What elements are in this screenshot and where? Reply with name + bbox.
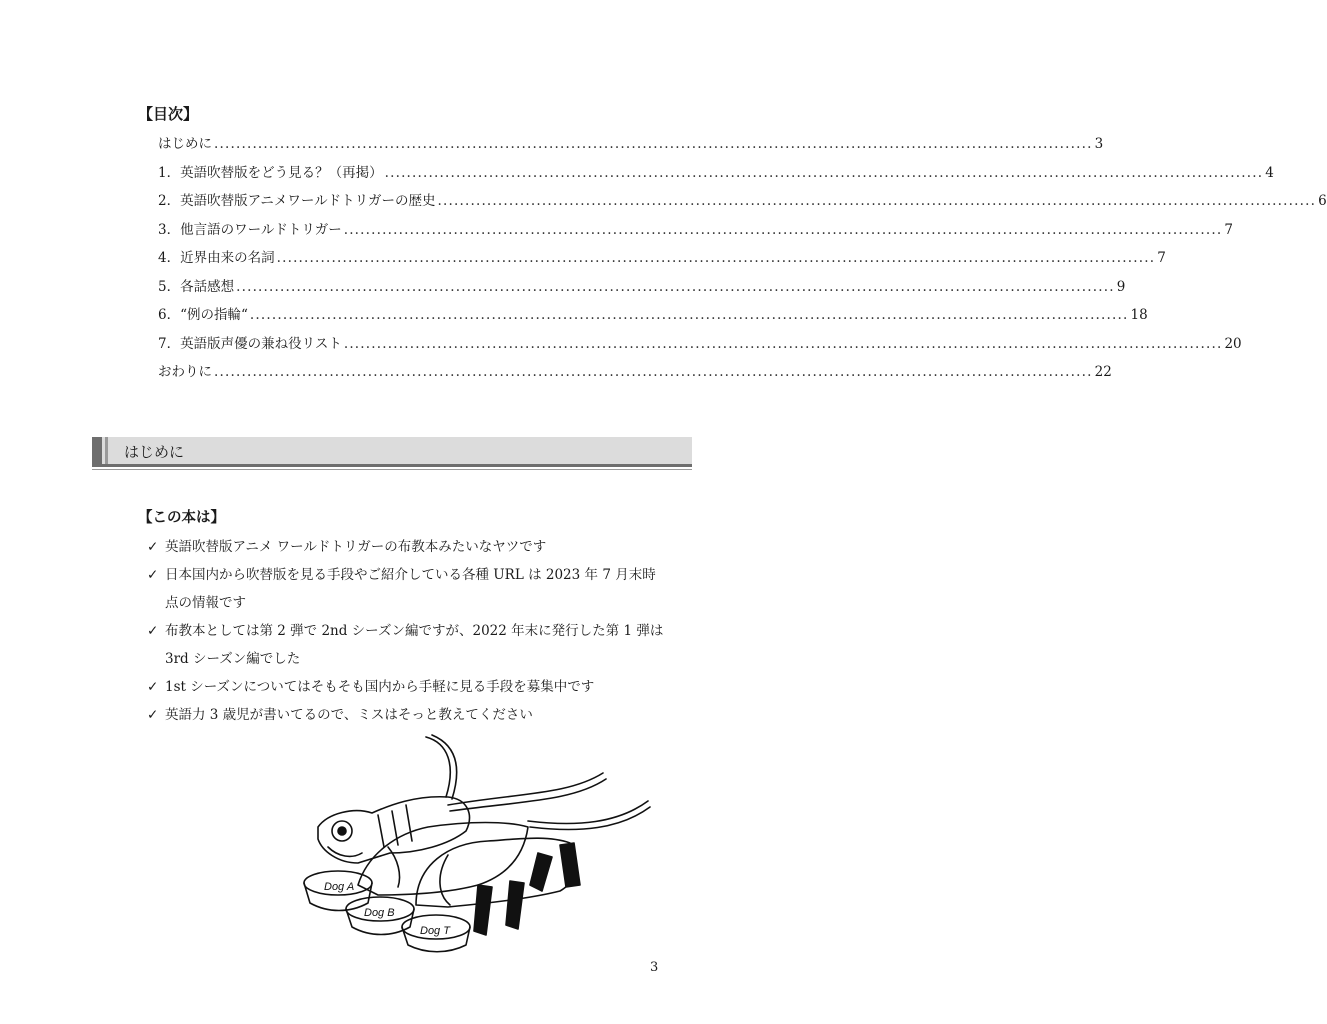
toc-leader-dots: ................................................................................................................................................................: [343, 221, 1223, 238]
toc-leader-dots: ................................................................................................................................................................: [437, 193, 1317, 209]
section-underline: [92, 469, 692, 470]
toc-entry-page: 22: [1094, 364, 1112, 380]
leg-1: [474, 885, 492, 935]
toc-entry[interactable]: [158, 134, 1104, 163]
page-number: 3: [650, 960, 659, 975]
leg-2: [506, 881, 524, 929]
tail-1: [426, 737, 450, 797]
toc-entry-number: 2．: [158, 193, 181, 209]
bowl-b-label: Dog B: [364, 907, 395, 919]
toc-entry[interactable]: [158, 277, 1126, 306]
section-accent-bar: [92, 437, 102, 464]
bowl-a-label: Dog A: [324, 881, 355, 893]
toc-entry[interactable]: [158, 163, 1274, 192]
toc-entry-number: 5．: [158, 278, 181, 295]
about-bullet-text: 1st シーズンについてはそもそも国内から手軽に見る手段を募集中です: [165, 679, 595, 695]
toc-leader-dots: ................................................................................................................................................................: [214, 364, 1093, 380]
toc-entry-page: 7: [1224, 221, 1233, 238]
toc-entry-label: 他言語のワールドトリガー: [180, 221, 342, 238]
tail-2: [448, 773, 603, 805]
toc-entry-label: 近界由来の名詞: [180, 250, 275, 266]
leg-3: [530, 853, 552, 891]
about-bullet-text: 布教本としては第 2 弾で 2nd シーズン編ですが、2022 年末に発行した第 1 弾は 3rd シーズン編でした: [165, 623, 664, 667]
table-of-contents: [158, 134, 1327, 391]
toc-entry-page: 9: [1116, 278, 1126, 295]
dog-b-body: [358, 823, 528, 896]
dogs-eating-illustration: [298, 735, 658, 955]
dog-t-body: [416, 838, 576, 907]
toc-entry[interactable]: [158, 334, 1242, 363]
bowl-t-label: Dog T: [420, 925, 450, 937]
toc-entry[interactable]: [158, 305, 1148, 334]
about-list: [145, 533, 665, 729]
toc-entry-number: 6．: [158, 307, 181, 323]
toc-entry-number: 7．: [158, 335, 181, 352]
about-bullet: [145, 673, 665, 701]
about-bullet-text: 英語吹替版アニメ ワールドトリガーの布教本みたいなヤツです: [165, 539, 547, 555]
toc-entry-label: おわりに: [158, 364, 212, 380]
about-bullet-text: 英語力 3 歳児が書いてるので、ミスはそっと教えてください: [165, 707, 533, 723]
about-bullet: [145, 617, 665, 673]
toc-entry-label: 英語吹替版をどう見る？（再掲）: [180, 164, 383, 181]
toc-leader-dots: ................................................................................................................................................................: [343, 335, 1223, 352]
toc-entry-label: 英語版声優の兼ね役リスト: [180, 335, 342, 352]
leg-4: [560, 843, 580, 887]
check-icon: ✓: [147, 623, 159, 639]
check-icon: ✓: [147, 567, 159, 583]
toc-leader-dots: ................................................................................................................................................................: [384, 164, 1264, 181]
about-bullet: [145, 701, 665, 729]
toc-entry[interactable]: [158, 191, 1327, 220]
toc-entry-page: 4: [1265, 164, 1274, 181]
toc-entry-page: 6: [1318, 193, 1327, 209]
about-bullet: [145, 533, 665, 561]
toc-entry-label: “例の指輪“: [180, 307, 248, 323]
toc-entry-page: 3: [1094, 136, 1104, 152]
toc-entry-number: 3．: [158, 221, 181, 238]
toc-entry-page: 7: [1157, 250, 1166, 266]
check-icon: ✓: [147, 707, 159, 723]
toc-entry-page: 20: [1224, 335, 1242, 352]
about-bullet: [145, 561, 665, 617]
toc-entry[interactable]: [158, 362, 1112, 391]
about-heading: 【この本は】: [138, 510, 225, 526]
tail-1-edge: [432, 735, 457, 799]
toc-entry[interactable]: [158, 220, 1233, 249]
toc-leader-dots: ................................................................................................................................................................: [276, 250, 1156, 266]
toc-entry-page: 18: [1130, 307, 1148, 323]
about-bullet-text: 日本国内から吹替版を見る手段やご紹介している各種 URL は 2023 年 7 月末時点の情報です: [165, 567, 656, 611]
tail-3: [528, 801, 648, 824]
section-header: [92, 437, 692, 467]
toc-leader-dots: ................................................................................................................................................................: [236, 278, 1115, 295]
toc-entry[interactable]: [158, 248, 1166, 277]
toc-entry-label: はじめに: [158, 136, 212, 152]
section-title: はじめに: [124, 443, 185, 461]
toc-leader-dots: ................................................................................................................................................................: [214, 136, 1093, 152]
toc-heading: 【目次】: [138, 105, 199, 123]
check-icon: ✓: [147, 679, 159, 695]
toc-entry-number: 4．: [158, 250, 181, 266]
check-icon: ✓: [147, 539, 159, 555]
toc-entry-label: 英語吹替版アニメワールドトリガーの歴史: [180, 193, 436, 209]
toc-entry-number: 1．: [158, 164, 181, 181]
toc-leader-dots: ................................................................................................................................................................: [249, 307, 1129, 323]
toc-entry-label: 各話感想: [180, 278, 235, 295]
section-accent-line: [105, 437, 108, 464]
